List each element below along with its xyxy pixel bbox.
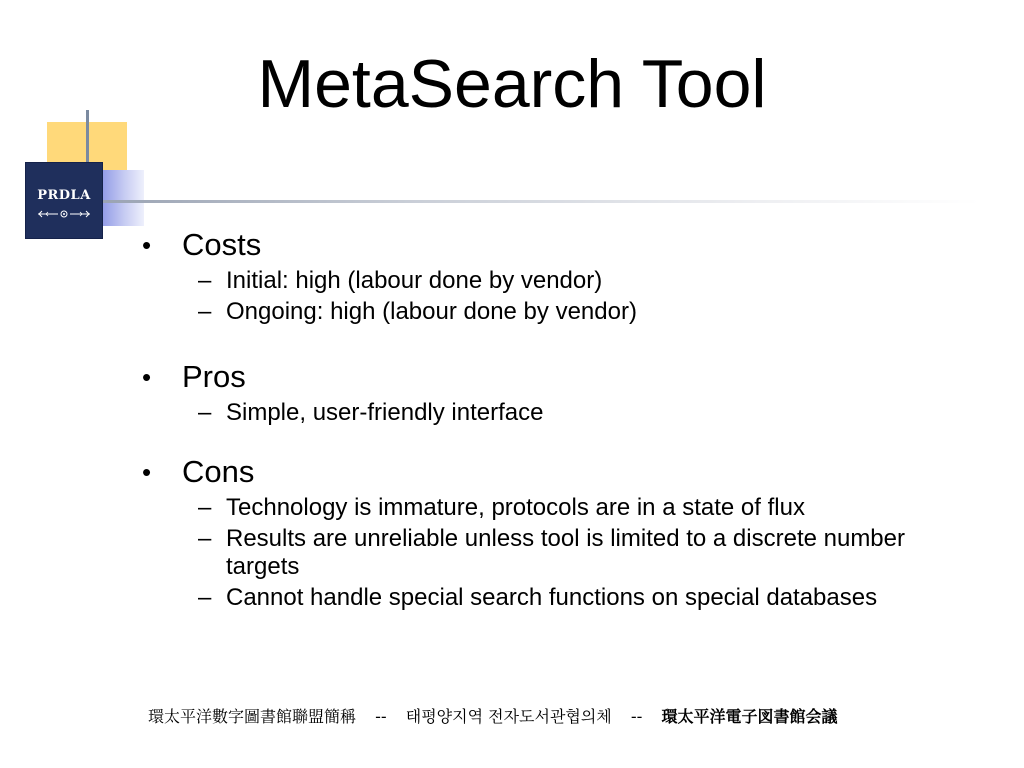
dash-icon: – bbox=[198, 525, 212, 552]
section-heading: Pros bbox=[182, 359, 246, 394]
dash-icon: – bbox=[198, 399, 212, 426]
section-pros bbox=[142, 358, 942, 396]
list-item bbox=[142, 494, 942, 522]
list-item-text: Initial: high (labour done by vendor) bbox=[226, 267, 603, 294]
list-item bbox=[142, 584, 942, 612]
list-item bbox=[142, 298, 942, 326]
section-cons bbox=[142, 453, 942, 491]
footer-separator: -- bbox=[375, 707, 387, 726]
section-heading: Cons bbox=[182, 454, 255, 489]
prdla-logo bbox=[25, 162, 103, 239]
costs-list bbox=[142, 267, 942, 326]
list-item-text: Technology is immature, protocols are in a state of flux bbox=[226, 494, 805, 521]
bullet-icon: • bbox=[142, 362, 152, 392]
footer-japanese: 環太平洋電子図書館会議 bbox=[661, 707, 838, 726]
section-costs bbox=[142, 226, 942, 264]
list-item bbox=[142, 399, 942, 427]
title-divider bbox=[100, 200, 980, 203]
pros-list bbox=[142, 399, 942, 427]
spacer bbox=[142, 427, 942, 453]
decor-blue-gradient bbox=[100, 170, 144, 226]
ornament-icon bbox=[36, 209, 92, 219]
list-item-text: Cannot handle special search functions on special databases bbox=[226, 584, 878, 611]
dash-icon: – bbox=[198, 298, 212, 325]
slide-content bbox=[142, 226, 942, 612]
dash-icon: – bbox=[198, 267, 212, 294]
footer-separator: -- bbox=[630, 707, 643, 726]
spacer bbox=[142, 326, 942, 358]
section-heading: Costs bbox=[182, 227, 262, 262]
logo-text: PRDLA bbox=[37, 188, 91, 203]
list-item-text: Results are unreliable unless tool is limited to a discrete number targets bbox=[226, 525, 905, 580]
bullet-icon: • bbox=[142, 230, 152, 260]
list-item-text: Simple, user-friendly interface bbox=[226, 399, 544, 426]
cons-list bbox=[142, 494, 942, 612]
list-item bbox=[142, 267, 942, 295]
dash-icon: – bbox=[198, 584, 212, 611]
dash-icon: – bbox=[198, 494, 212, 521]
footer-chinese: 環太平洋數字圖書館聯盟簡稱 bbox=[148, 707, 357, 726]
list-item-text: Ongoing: high (labour done by vendor) bbox=[226, 298, 637, 325]
bullet-icon: • bbox=[142, 457, 152, 487]
list-item bbox=[142, 525, 942, 581]
slide-footer bbox=[148, 706, 838, 728]
footer-korean: 태평양지역 전자도서관협의체 bbox=[405, 707, 612, 726]
slide-title: MetaSearch Tool bbox=[257, 46, 767, 122]
